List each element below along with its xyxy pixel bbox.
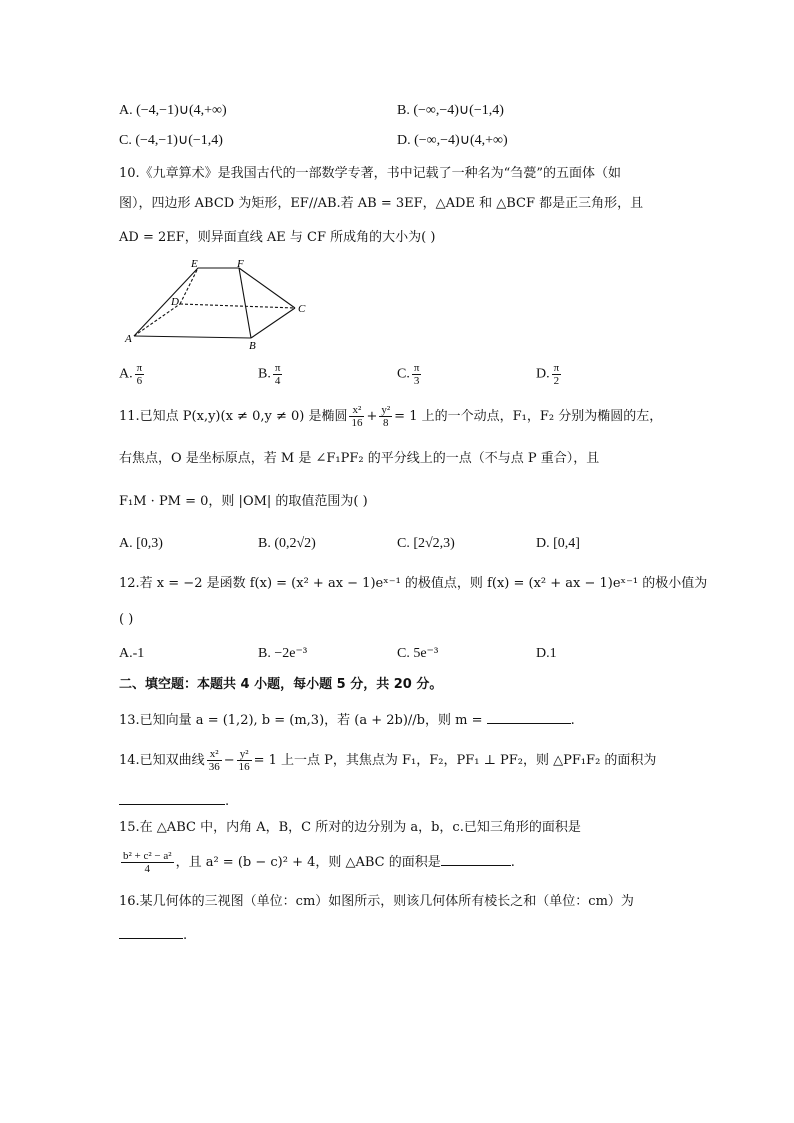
q12-option-c: C. 5e⁻³ bbox=[397, 646, 439, 661]
q14-answer-blank[interactable] bbox=[119, 790, 225, 805]
q11-option-c: C. [2√2,3) bbox=[397, 536, 455, 551]
edge-de bbox=[180, 268, 198, 304]
q10-option-a: A. $\frac{\pi}{6}$ bbox=[119, 362, 143, 387]
q12-option-a: A.-1 bbox=[119, 646, 145, 661]
q9-option-a: A. (−4,−1)∪(4,+∞) bbox=[119, 103, 227, 118]
q10-line-1: 10.《九章算术》是我国古代的一部数学专著，书中记载了一种名为“刍甍”的五面体（如 bbox=[119, 166, 621, 181]
q12-line-1: 12.若 x = −2 是函数 f(x) = (x² + ax − 1)eˣ⁻¹ 的极值点，则 f(x) = (x² + ax − 1)eˣ⁻¹ 的极小值为 bbox=[119, 576, 708, 591]
q14-fraction-x: $\frac{\text{x²}}{36}$ bbox=[208, 748, 220, 773]
q11-option-b: B. (0,2√2) bbox=[258, 536, 316, 551]
edge-ab bbox=[134, 336, 251, 338]
q11-line-2: 右焦点，O 是坐标原点，若 M 是 ∠F₁PF₂ 的平分线上的一点（不与点 P 重合），且 bbox=[119, 451, 600, 466]
q15-line-2: $\frac{\text{b² + c² − a²}}{4}$ ，且 a² = (b − c)² + 4，则 △ABC 的面积是 . bbox=[123, 850, 515, 875]
section-2-heading: 二、填空题：本题共 4 小题，每小题 5 分，共 20 分。 bbox=[119, 677, 443, 692]
q13-line: 13.已知向量 a = (1,2), b = (m,3)，若 (a + 2b)//b，则 m = . bbox=[119, 709, 575, 731]
q10-option-b-fraction: $\frac{\pi}{4}$ bbox=[274, 362, 281, 387]
q13-answer-blank[interactable] bbox=[487, 709, 571, 724]
edge-cf bbox=[239, 268, 295, 308]
q10-option-a-fraction: $\frac{\pi}{6}$ bbox=[136, 362, 143, 387]
q11-fraction-y: $\frac{\text{y²}}{8}$ bbox=[381, 404, 391, 429]
edge-bc bbox=[251, 308, 295, 338]
label-a: A bbox=[125, 333, 132, 345]
q10-option-d: D. $\frac{\pi}{2}$ bbox=[536, 362, 560, 387]
q10-option-b: B. $\frac{\pi}{4}$ bbox=[258, 362, 281, 387]
q10-figure bbox=[118, 258, 318, 352]
label-e: E bbox=[191, 258, 198, 270]
q10-line-3: AD = 2EF，则异面直线 AE 与 CF 所成角的大小为( ) bbox=[119, 230, 436, 245]
label-d: D bbox=[171, 296, 179, 308]
edge-ae bbox=[134, 268, 198, 336]
q16-answer-blank[interactable] bbox=[119, 924, 183, 939]
q11-option-a: A. [0,3) bbox=[119, 536, 163, 551]
q10-option-d-fraction: $\frac{\pi}{2}$ bbox=[553, 362, 560, 387]
q11-fraction-x: $\frac{\text{x²}}{16}$ bbox=[351, 404, 363, 429]
q16-line-2: . bbox=[119, 924, 187, 946]
q12-option-b: B. −2e⁻³ bbox=[258, 646, 308, 661]
edge-dc bbox=[180, 304, 295, 308]
q10-line-2: 图），四边形 ABCD 为矩形，EF//AB.若 AB = 3EF，△ADE 和 △BCF 都是正三角形，且 bbox=[119, 196, 644, 211]
edge-bf bbox=[239, 268, 251, 338]
q10-option-c: C. $\frac{\pi}{3}$ bbox=[397, 362, 420, 387]
q15-answer-blank[interactable] bbox=[441, 851, 511, 866]
q12-line-2: ( ) bbox=[119, 612, 134, 627]
label-c: C bbox=[298, 303, 306, 315]
q9-option-d: D. (−∞,−4)∪(4,+∞) bbox=[397, 133, 508, 148]
q14-line-1: 14.已知双曲线 $\frac{\text{x²}}{36}$ − $\frac{\text{y²}}{16}$ = 1 上一点 P，其焦点为 F₁，F₂，PF₁ ⊥ PF₂，则 △PF₁F₂ 的面积为 bbox=[119, 748, 657, 773]
q11-option-d: D. [0,4] bbox=[536, 536, 580, 551]
q14-fraction-y: $\frac{\text{y²}}{16}$ bbox=[238, 748, 250, 773]
q15-fraction: $\frac{\text{b² + c² − a²}}{4}$ bbox=[123, 850, 172, 875]
q10-option-c-fraction: $\frac{\pi}{3}$ bbox=[413, 362, 420, 387]
label-b: B bbox=[249, 340, 256, 352]
q11-line-3: F₁M · PM = 0，则 |OM| 的取值范围为( ) bbox=[119, 494, 368, 509]
label-f: F bbox=[237, 258, 244, 270]
q9-option-c: C. (−4,−1)∪(−1,4) bbox=[119, 133, 223, 148]
q9-option-b: B. (−∞,−4)∪(−1,4) bbox=[397, 103, 504, 118]
q16-line-1: 16.某几何体的三视图（单位：cm）如图所示，则该几何体所有棱长之和（单位：cm）为 bbox=[119, 894, 634, 909]
edge-ad bbox=[134, 304, 180, 336]
q12-option-d: D.1 bbox=[536, 646, 557, 661]
q11-line-1: 11.已知点 P(x,y)(x ≠ 0,y ≠ 0) 是椭圆 $\frac{\text{x²}}{16}$ + $\frac{\text{y²}}{8}$ = 1 上的一个动点，F₁，F₂ 分别为椭圆的左， bbox=[119, 404, 663, 429]
q15-line-1: 15.在 △ABC 中，内角 A，B，C 所对的边分别为 a，b，c.已知三角形的面积是 bbox=[119, 820, 581, 835]
q14-line-2: . bbox=[119, 790, 229, 812]
